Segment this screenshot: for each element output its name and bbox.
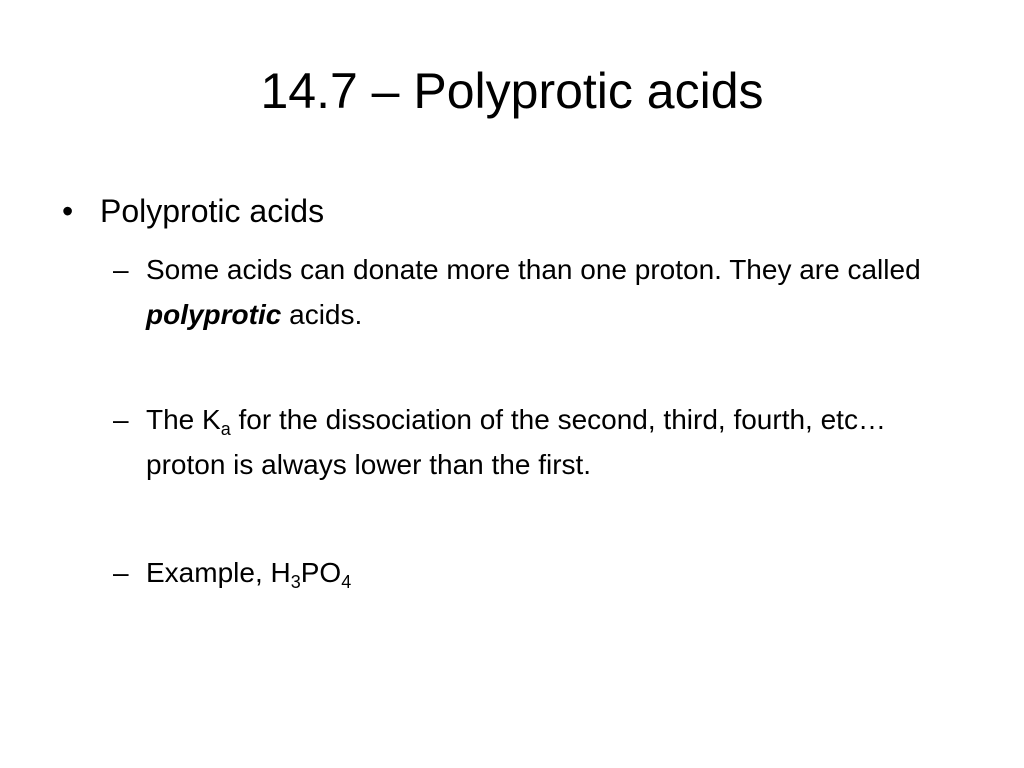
sub-bullet-text bbox=[113, 550, 973, 595]
emphasis-term: polyprotic bbox=[146, 299, 282, 330]
ka-text-start: The K bbox=[146, 404, 221, 435]
formula-subscript-h: 3 bbox=[290, 572, 301, 592]
definition-text: Some acids can donate more than one proton. They are called bbox=[146, 254, 921, 285]
formula-subscript-o: 4 bbox=[341, 572, 352, 592]
sub-bullet-text bbox=[113, 247, 973, 337]
example-text: Example, H bbox=[146, 557, 291, 588]
sub-bullet-polyprotic-definition bbox=[113, 247, 973, 337]
formula-po: PO bbox=[300, 557, 342, 588]
ka-subscript: a bbox=[220, 419, 231, 439]
definition-text-end: acids. bbox=[281, 299, 363, 330]
ka-text-end: for the dissociation of the second, third, fourth, etc… proton is always lower than the first. bbox=[146, 404, 886, 480]
sub-bullet-ka-statement bbox=[113, 397, 973, 487]
dash-marker: – bbox=[113, 557, 129, 588]
main-bullet bbox=[62, 190, 324, 232]
main-bullet-label: Polyprotic acids bbox=[100, 193, 325, 229]
slide-title: 14.7 – Polyprotic acids bbox=[260, 63, 764, 119]
dash-marker: – bbox=[113, 404, 129, 435]
sub-bullet-example bbox=[113, 550, 973, 595]
bullet-marker: • bbox=[62, 193, 74, 229]
dash-marker: – bbox=[113, 254, 129, 285]
sub-bullet-text bbox=[113, 397, 973, 487]
